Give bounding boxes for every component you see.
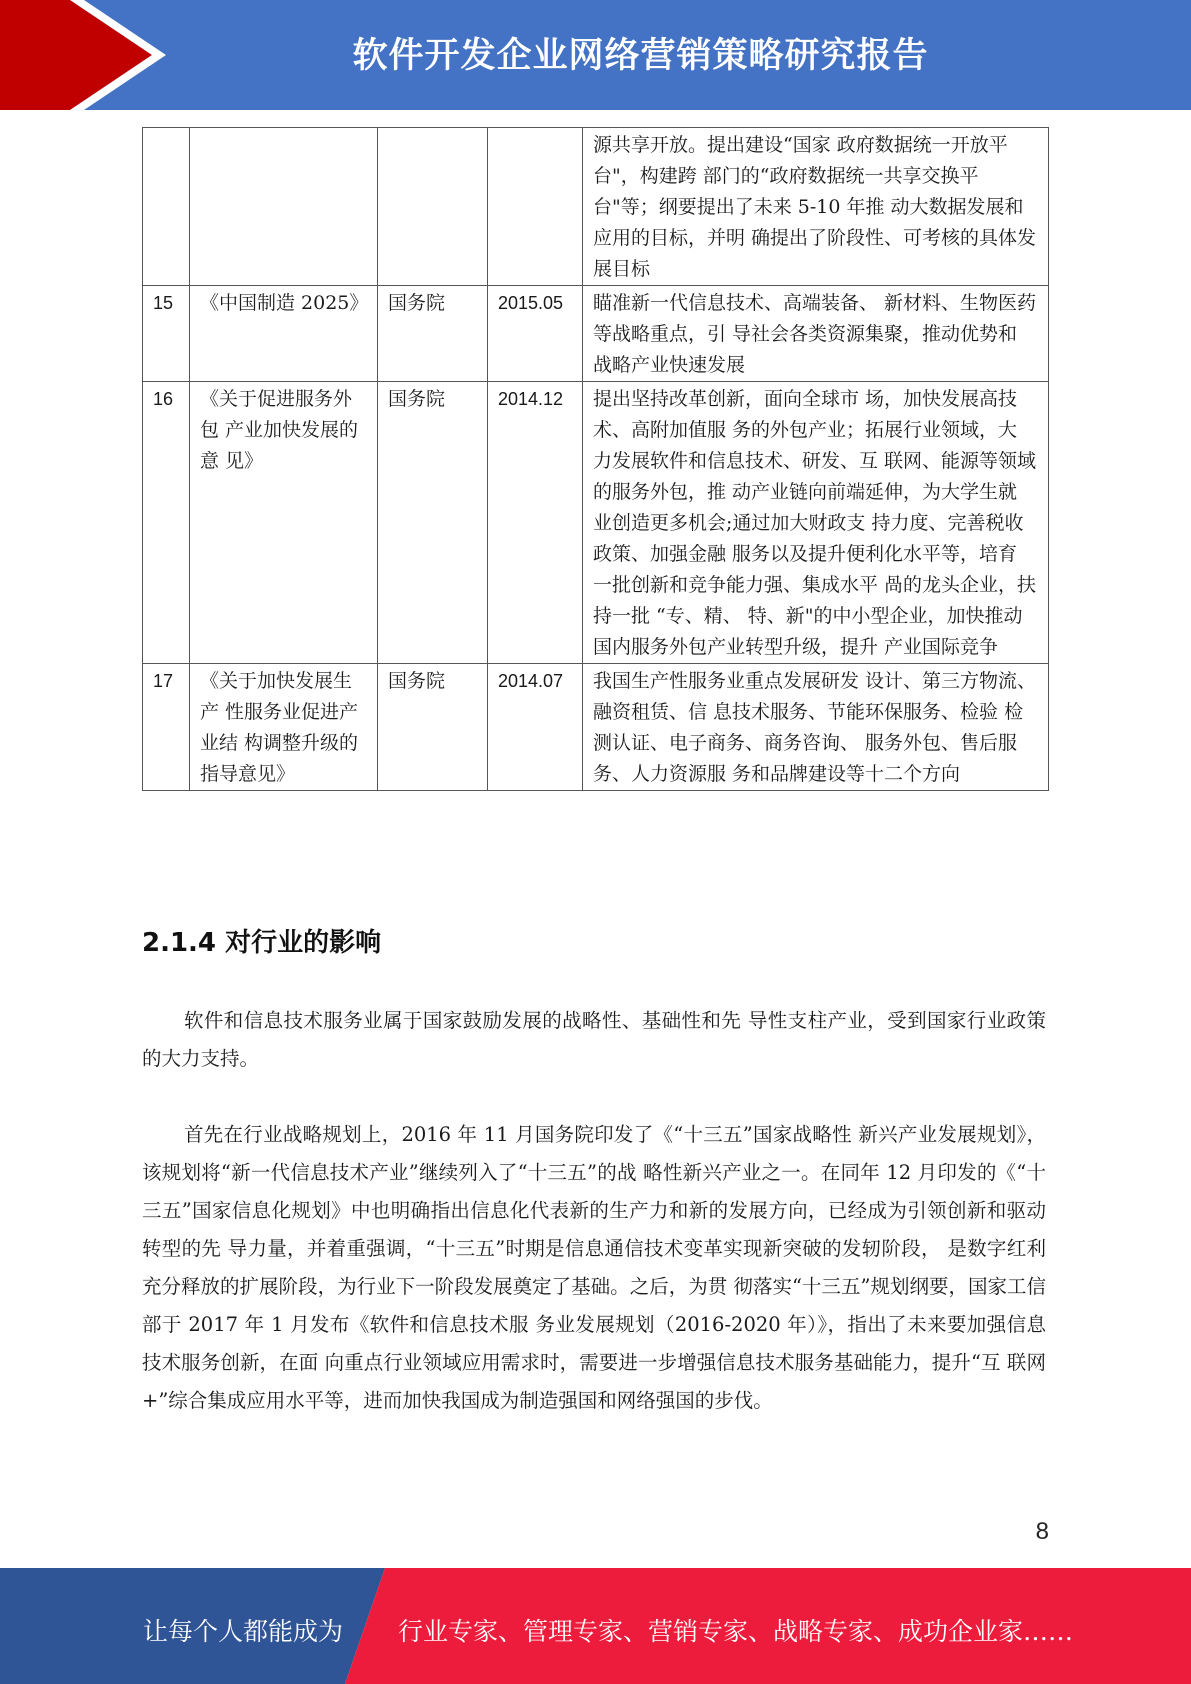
- policy-content: 提出坚持改革创新，面向全球市 场，加快发展高技术、高附加值服 务的外包产业；拓展行业领域，大 力发展软件和信息技术、研发、互 联网、能源等领域的服务外包，推 动产业链向前端延伸，为大学生就 业创造更多机会;通过加大财政支 持力度、完善税收政策、加强金融 服务以及提升便利化水平等，培育 一批创新和竞争能力强、集成水平 咼的龙头企业，扶持一批 “专、精、 特、新"的中小型企业，加快推动国内服务外包产业转型升级，提升 产业国际竞争: [583, 382, 1049, 664]
- policy-name: 《关于加快发展生产 性服务业促进产业结 构调整升级的指导意见》: [190, 664, 378, 791]
- footer-slogan-left: 让每个人都能成为: [143, 1617, 344, 1646]
- table-row: [143, 286, 1049, 382]
- page-footer: [0, 1568, 1191, 1684]
- policy-table: [142, 127, 1049, 791]
- issuing-authority: 国务院: [378, 382, 488, 664]
- issue-date: 2014.12: [488, 382, 583, 664]
- issuing-authority: 国务院: [378, 664, 488, 791]
- report-title: 软件开发企业网络营销策略研究报告: [352, 36, 929, 76]
- policy-content: 源共享开放。提出建设“国家 政府数据统一开放平台"，构建跨 部门的“政府数据统一共享交换平 台"等；纲要提出了未来 5-10 年推 动大数据发展和应用的目标，并明 确提出了阶段性、可考核的具体发展目标: [583, 128, 1049, 286]
- issue-date: 2015.05: [488, 286, 583, 382]
- row-number: 15: [143, 286, 190, 382]
- body-paragraph: 首先在行业战略规划上，2016 年 11 月国务院印发了《“十三五”国家战略性 新兴产业发展规划》，该规划将“新一代信息技术产业”继续列入了“十三五”的战 略性新兴产业之一。在同年 12 月印发的《“十三五”国家信息化规划》中也明确指出信息化代表新的生产力和新的发展方向，已经成为引领创新和驱动转型的先 导力量，并着重强调，“十三五”时期是信息通信技术变革实现新突破的发轫阶段， 是数字红利充分释放的扩展阶段，为行业下一阶段发展奠定了基础。之后，为贯 彻落实“十三五”规划纲要，国家工信部于 2017 年 1 月发布《软件和信息技术服 务业发展规划（2016-2020 年）》，指出了未来要加强信息技术服务创新，在面 向重点行业领域应用需求时，需要进一步增强信息技术服务基础能力，提升“互 联网+”综合集成应用水平等，进而加快我国成为制造强国和网络强国的步伐。: [142, 1123, 1046, 1412]
- table-row: [143, 664, 1049, 791]
- policy-name: [190, 128, 378, 286]
- page-number: 8: [1035, 1518, 1049, 1545]
- issuing-authority: [378, 128, 488, 286]
- table-row: [143, 128, 1049, 286]
- issuing-authority: 国务院: [378, 286, 488, 382]
- section-heading: 2.1.4 对行业的影响: [142, 928, 382, 958]
- policy-name: 《中国制造 2025》: [190, 286, 378, 382]
- body-paragraph: 软件和信息技术服务业属于国家鼓励发展的战略性、基础性和先 导性支柱产业，受到国家行业政策的大力支持。: [142, 1009, 1046, 1070]
- policy-content: 我国生产性服务业重点发展研发 设计、第三方物流、融资租赁、信 息技术服务、节能环保服务、检验 检测认证、电子商务、商务咨询、 服务外包、售后服务、人力资源服 务和品牌建设等十二个方向: [583, 664, 1049, 791]
- page-header: [0, 0, 1191, 110]
- footer-slogan-right: 行业专家、管理专家、营销专家、战略专家、成功企业家……: [398, 1617, 1074, 1646]
- row-number: 16: [143, 382, 190, 664]
- issue-date: 2014.07: [488, 664, 583, 791]
- policy-name: 《关于促进服务外包 产业加快发展的意 见》: [190, 382, 378, 664]
- table-row: [143, 382, 1049, 664]
- policy-content: 瞄准新一代信息技术、高端装备、 新材料、生物医药等战略重点，引 导社会各类资源集聚，推动优势和 战略产业快速发展: [583, 286, 1049, 382]
- row-number: 17: [143, 664, 190, 791]
- issue-date: [488, 128, 583, 286]
- row-number: [143, 128, 190, 286]
